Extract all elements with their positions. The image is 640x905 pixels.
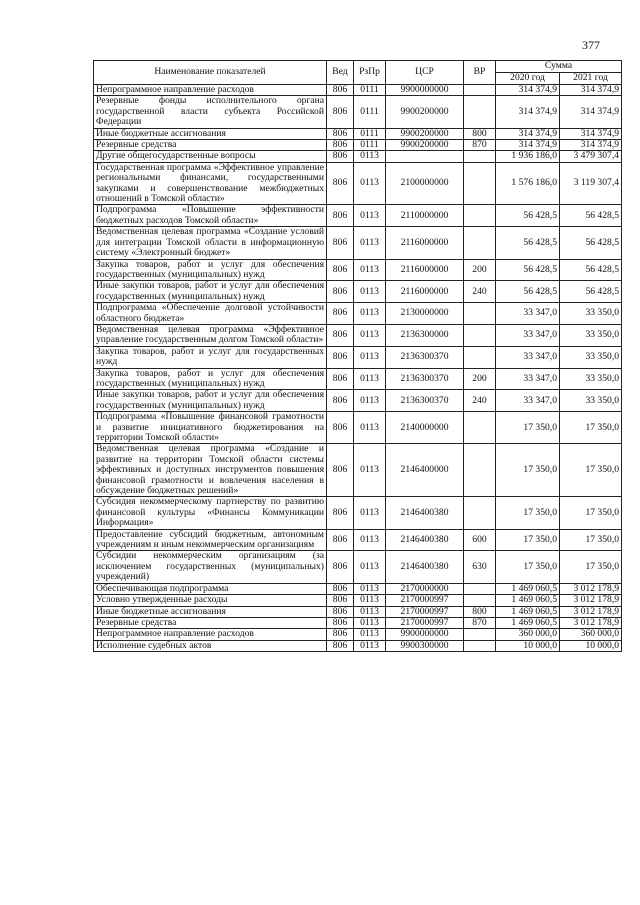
cell-v2021: 17 350,0 (560, 497, 622, 529)
table-row (94, 346, 622, 368)
cell-vr (464, 346, 496, 368)
cell-name: Подпрограмма «Повышение эффективности бюджетных расходов Томской области» (94, 205, 327, 227)
cell-v2021: 3 479 307,4 (560, 151, 622, 162)
cell-vr: 870 (464, 140, 496, 151)
header-csr: ЦСР (386, 61, 464, 85)
cell-rzpr: 0113 (354, 205, 386, 227)
table-row (94, 551, 622, 583)
cell-ved: 806 (327, 205, 354, 227)
table-row (94, 151, 622, 162)
cell-v2021: 360 000,0 (560, 629, 622, 640)
cell-vr: 200 (464, 368, 496, 390)
cell-csr: 2170000997 (386, 606, 464, 617)
cell-vr (464, 497, 496, 529)
table-row (94, 227, 622, 259)
cell-rzpr: 0113 (354, 162, 386, 205)
table-row (94, 583, 622, 594)
table-row (94, 412, 622, 444)
cell-csr: 9900300000 (386, 640, 464, 651)
cell-vr (464, 324, 496, 346)
table-row (94, 162, 622, 205)
cell-name: Резервные средства (94, 617, 327, 628)
header-sum: Сумма (496, 61, 622, 73)
cell-v2021: 3 012 178,9 (560, 606, 622, 617)
cell-rzpr: 0111 (354, 128, 386, 139)
cell-rzpr: 0113 (354, 583, 386, 594)
cell-name: Резервные фонды исполнительного органа государственной власти субъекта Российской Федерации (94, 96, 327, 128)
table-row (94, 529, 622, 551)
cell-name: Иные закупки товаров, работ и услуг для обеспечения государственных (муниципальных) нужд (94, 281, 327, 303)
cell-vr: 240 (464, 281, 496, 303)
cell-ved: 806 (327, 324, 354, 346)
cell-rzpr: 0113 (354, 606, 386, 617)
table-row (94, 444, 622, 497)
cell-vr: 630 (464, 551, 496, 583)
cell-v2020: 17 350,0 (496, 551, 560, 583)
cell-v2020: 33 347,0 (496, 346, 560, 368)
cell-csr: 2110000000 (386, 205, 464, 227)
cell-v2020: 33 347,0 (496, 303, 560, 325)
cell-name: Закупка товаров, работ и услуг для обеспечения государственных (муниципальных) нужд (94, 259, 327, 281)
cell-vr: 240 (464, 390, 496, 412)
cell-rzpr: 0113 (354, 640, 386, 651)
cell-vr (464, 595, 496, 606)
cell-ved: 806 (327, 346, 354, 368)
cell-ved: 806 (327, 227, 354, 259)
cell-v2020: 56 428,5 (496, 281, 560, 303)
cell-csr: 2136300370 (386, 346, 464, 368)
cell-ved: 806 (327, 629, 354, 640)
cell-name: Непрограммное направление расходов (94, 85, 327, 96)
cell-ved: 806 (327, 390, 354, 412)
cell-v2021: 314 374,9 (560, 96, 622, 128)
cell-rzpr: 0113 (354, 324, 386, 346)
cell-name: Непрограммное направление расходов (94, 629, 327, 640)
cell-rzpr: 0113 (354, 497, 386, 529)
cell-name: Иные бюджетные ассигнования (94, 606, 327, 617)
cell-csr: 2140000000 (386, 412, 464, 444)
cell-vr (464, 205, 496, 227)
cell-v2020: 33 347,0 (496, 390, 560, 412)
cell-ved: 806 (327, 606, 354, 617)
cell-csr: 2116000000 (386, 281, 464, 303)
cell-vr: 800 (464, 128, 496, 139)
cell-csr: 2146400380 (386, 551, 464, 583)
cell-name: Иные закупки товаров, работ и услуг для обеспечения государственных (муниципальных) нужд (94, 390, 327, 412)
cell-vr (464, 96, 496, 128)
cell-v2021: 33 350,0 (560, 368, 622, 390)
cell-vr (464, 303, 496, 325)
cell-v2021: 3 012 178,9 (560, 583, 622, 594)
cell-v2020: 314 374,9 (496, 128, 560, 139)
cell-v2021: 33 350,0 (560, 390, 622, 412)
header-2020: 2020 год (496, 73, 560, 85)
table-row (94, 606, 622, 617)
cell-name: Ведомственная целевая программа «Создание и развитие на территории Томской области системы эффективных и доступных инструментов повышения финансовой грамотности и вовлечения населения в обсуждение бюджетных решений» (94, 444, 327, 497)
table-row (94, 205, 622, 227)
cell-csr: 2130000000 (386, 303, 464, 325)
cell-csr: 9900000000 (386, 85, 464, 96)
cell-rzpr: 0113 (354, 346, 386, 368)
cell-csr: 2136300370 (386, 368, 464, 390)
cell-v2021: 17 350,0 (560, 529, 622, 551)
cell-v2021: 17 350,0 (560, 444, 622, 497)
cell-name: Иные бюджетные ассигнования (94, 128, 327, 139)
cell-ved: 806 (327, 140, 354, 151)
cell-v2021: 56 428,5 (560, 281, 622, 303)
cell-v2020: 1 469 060,5 (496, 595, 560, 606)
table-row (94, 140, 622, 151)
cell-v2020: 10 000,0 (496, 640, 560, 651)
cell-v2020: 314 374,9 (496, 96, 560, 128)
cell-v2020: 314 374,9 (496, 85, 560, 96)
cell-name: Закупка товаров, работ и услуг для государственных нужд (94, 346, 327, 368)
cell-rzpr: 0111 (354, 96, 386, 128)
table-row (94, 640, 622, 651)
cell-ved: 806 (327, 412, 354, 444)
cell-v2020: 33 347,0 (496, 368, 560, 390)
cell-vr (464, 85, 496, 96)
table-row (94, 303, 622, 325)
cell-v2021: 33 350,0 (560, 324, 622, 346)
cell-csr: 2170000000 (386, 583, 464, 594)
cell-v2021: 314 374,9 (560, 128, 622, 139)
cell-ved: 806 (327, 281, 354, 303)
cell-csr: 2136300370 (386, 390, 464, 412)
cell-vr (464, 583, 496, 594)
cell-v2021: 314 374,9 (560, 85, 622, 96)
cell-ved: 806 (327, 259, 354, 281)
cell-csr: 2146400000 (386, 444, 464, 497)
table-row (94, 96, 622, 128)
cell-rzpr: 0113 (354, 368, 386, 390)
cell-rzpr: 0113 (354, 259, 386, 281)
cell-rzpr: 0113 (354, 227, 386, 259)
cell-name: Предоставление субсидий бюджетным, автономным учреждениям и иным некоммерческим организациям (94, 529, 327, 551)
cell-rzpr: 0113 (354, 595, 386, 606)
cell-csr: 9900000000 (386, 629, 464, 640)
table-row (94, 281, 622, 303)
cell-v2021: 314 374,9 (560, 140, 622, 151)
cell-ved: 806 (327, 551, 354, 583)
cell-name: Субсидии некоммерческим организациям (за исключением государственных (муниципальных) учреждений) (94, 551, 327, 583)
cell-ved: 806 (327, 444, 354, 497)
cell-v2021: 17 350,0 (560, 412, 622, 444)
table-row (94, 497, 622, 529)
cell-csr: 2136300000 (386, 324, 464, 346)
cell-v2020: 17 350,0 (496, 444, 560, 497)
cell-vr (464, 629, 496, 640)
cell-ved: 806 (327, 96, 354, 128)
cell-ved: 806 (327, 128, 354, 139)
cell-v2020: 1 936 186,0 (496, 151, 560, 162)
cell-v2021: 3 012 178,9 (560, 595, 622, 606)
cell-ved: 806 (327, 595, 354, 606)
cell-v2020: 314 374,9 (496, 140, 560, 151)
table-row (94, 629, 622, 640)
cell-vr: 870 (464, 617, 496, 628)
cell-csr: 9900200000 (386, 140, 464, 151)
cell-v2021: 33 350,0 (560, 303, 622, 325)
cell-name: Другие общегосударственные вопросы (94, 151, 327, 162)
budget-table (93, 60, 622, 652)
cell-csr: 2146400380 (386, 529, 464, 551)
cell-rzpr: 0113 (354, 151, 386, 162)
header-ved: Вед (327, 61, 354, 85)
cell-name: Закупка товаров, работ и услуг для обеспечения государственных (муниципальных) нужд (94, 368, 327, 390)
cell-rzpr: 0113 (354, 629, 386, 640)
cell-csr: 2170000997 (386, 617, 464, 628)
table-row (94, 85, 622, 96)
table-row (94, 324, 622, 346)
header-rzpr: РзПр (354, 61, 386, 85)
header-vr: ВР (464, 61, 496, 85)
cell-rzpr: 0113 (354, 390, 386, 412)
cell-vr (464, 412, 496, 444)
cell-vr: 600 (464, 529, 496, 551)
cell-vr: 200 (464, 259, 496, 281)
cell-rzpr: 0113 (354, 529, 386, 551)
cell-v2020: 1 469 060,5 (496, 606, 560, 617)
cell-vr (464, 151, 496, 162)
cell-csr: 2146400380 (386, 497, 464, 529)
cell-ved: 806 (327, 583, 354, 594)
cell-name: Субсидия некоммерческому партнерству по развитию финансовой культуры «Финансы Коммуникации Информация» (94, 497, 327, 529)
cell-rzpr: 0113 (354, 551, 386, 583)
cell-v2021: 3 012 178,9 (560, 617, 622, 628)
cell-csr: 2116000000 (386, 259, 464, 281)
cell-name: Подпрограмма «Обеспечение долговой устойчивости областного бюджета» (94, 303, 327, 325)
cell-ved: 806 (327, 162, 354, 205)
cell-csr: 2100000000 (386, 162, 464, 205)
cell-name: Обеспечивающая подпрограмма (94, 583, 327, 594)
table-row (94, 617, 622, 628)
cell-v2020: 56 428,5 (496, 205, 560, 227)
cell-name: Ведомственная целевая программа «Эффективное управление государственным долгом Томской области» (94, 324, 327, 346)
cell-csr: 2170000997 (386, 595, 464, 606)
cell-v2021: 56 428,5 (560, 227, 622, 259)
table-row (94, 368, 622, 390)
cell-v2020: 1 576 186,0 (496, 162, 560, 205)
cell-v2020: 56 428,5 (496, 227, 560, 259)
cell-name: Условно утвержденные расходы (94, 595, 327, 606)
cell-vr: 800 (464, 606, 496, 617)
cell-v2020: 17 350,0 (496, 412, 560, 444)
cell-rzpr: 0113 (354, 617, 386, 628)
cell-vr (464, 227, 496, 259)
table-row (94, 595, 622, 606)
cell-v2020: 360 000,0 (496, 629, 560, 640)
cell-ved: 806 (327, 85, 354, 96)
table-row (94, 390, 622, 412)
cell-csr: 9900200000 (386, 128, 464, 139)
header-2021: 2021 год (560, 73, 622, 85)
cell-ved: 806 (327, 497, 354, 529)
cell-rzpr: 0113 (354, 412, 386, 444)
cell-csr (386, 151, 464, 162)
cell-v2021: 56 428,5 (560, 259, 622, 281)
cell-vr (464, 444, 496, 497)
cell-v2020: 56 428,5 (496, 259, 560, 281)
cell-name: Ведомственная целевая программа «Создание условий для интеграции Томской области в информационную систему «Электронный бюджет» (94, 227, 327, 259)
cell-v2020: 17 350,0 (496, 497, 560, 529)
cell-ved: 806 (327, 303, 354, 325)
cell-rzpr: 0113 (354, 303, 386, 325)
cell-vr (464, 162, 496, 205)
cell-v2021: 17 350,0 (560, 551, 622, 583)
cell-rzpr: 0113 (354, 444, 386, 497)
cell-ved: 806 (327, 617, 354, 628)
cell-rzpr: 0113 (354, 281, 386, 303)
table-row (94, 259, 622, 281)
cell-rzpr: 0111 (354, 85, 386, 96)
cell-v2021: 10 000,0 (560, 640, 622, 651)
cell-name: Государственная программа «Эффективное управление региональными финансами, государственными закупками и совершенствование межбюджетных отношений в Томской области» (94, 162, 327, 205)
cell-rzpr: 0111 (354, 140, 386, 151)
cell-name: Исполнение судебных актов (94, 640, 327, 651)
cell-v2020: 1 469 060,5 (496, 617, 560, 628)
cell-ved: 806 (327, 640, 354, 651)
cell-name: Подпрограмма «Повышение финансовой грамотности и развитие инициативного бюджетирования на территории Томской области» (94, 412, 327, 444)
cell-vr (464, 640, 496, 651)
cell-v2020: 33 347,0 (496, 324, 560, 346)
page-number: 377 (582, 38, 600, 52)
cell-v2020: 17 350,0 (496, 529, 560, 551)
cell-v2021: 3 119 307,4 (560, 162, 622, 205)
cell-name: Резервные средства (94, 140, 327, 151)
cell-ved: 806 (327, 151, 354, 162)
table-row (94, 128, 622, 139)
cell-csr: 2116000000 (386, 227, 464, 259)
cell-v2021: 56 428,5 (560, 205, 622, 227)
header-name: Наименование показателей (94, 61, 327, 85)
cell-csr: 9900200000 (386, 96, 464, 128)
cell-ved: 806 (327, 529, 354, 551)
cell-v2020: 1 469 060,5 (496, 583, 560, 594)
cell-v2021: 33 350,0 (560, 346, 622, 368)
cell-ved: 806 (327, 368, 354, 390)
